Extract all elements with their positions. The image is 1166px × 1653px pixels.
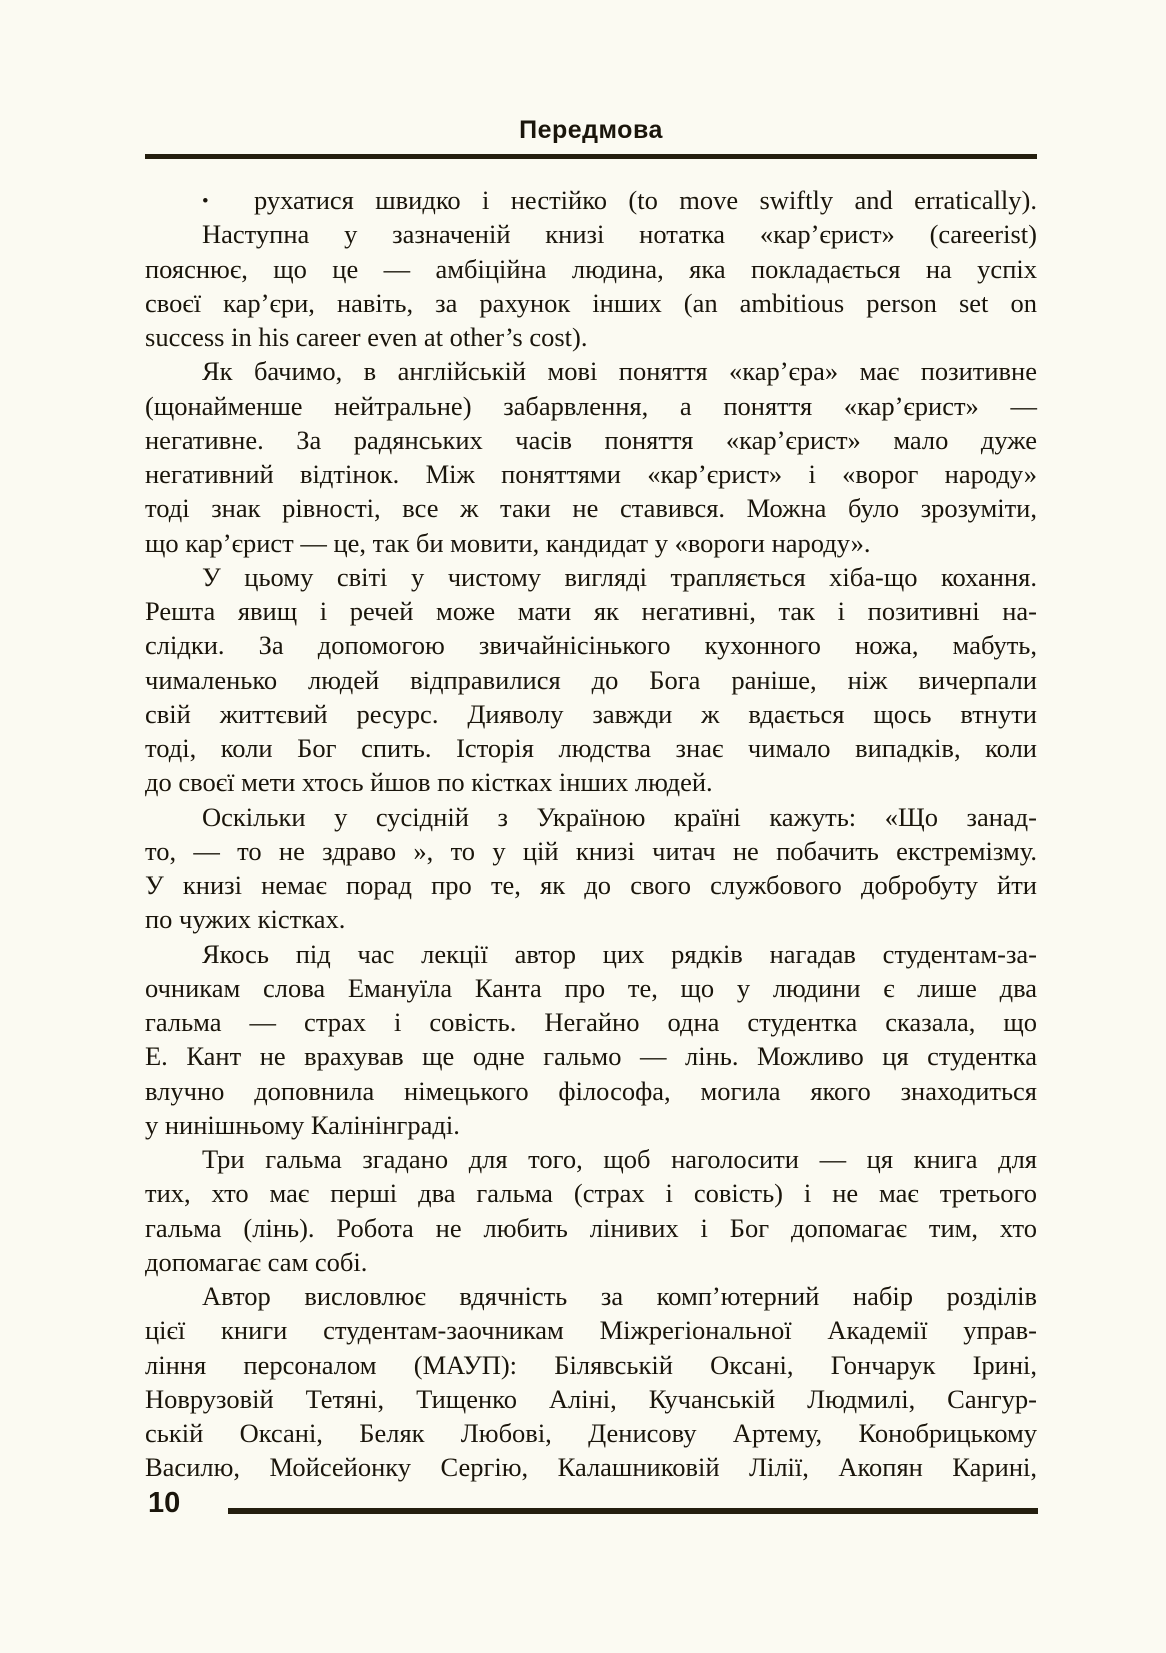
text-line: тих, хто має перші два гальма (страх і совість) і не має третього — [145, 1178, 1037, 1209]
text-line: слідки. За допомогою звичайнісінького кухонного ножа, мабуть, — [145, 630, 1037, 661]
text-line: негативне. За радянських часів поняття «кар’єрист» мало дуже — [145, 424, 1037, 455]
text-line: пояснює, що це — амбіційна людина, яка покладається на успіх — [145, 253, 1037, 284]
text-line: Як бачимо, в англійській мові поняття «кар’єра» має позитивне — [202, 356, 1037, 387]
text-line: Василю, Мойсейонку Сергію, Калашниковій Лілії, Акопян Карині, — [145, 1452, 1037, 1483]
header-rule — [145, 154, 1037, 159]
text-line: У цьому світі у чистому вигляді трапляється хіба-що кохання. — [202, 561, 1037, 592]
bullet-marker: • — [202, 191, 209, 212]
text-line: Автор висловлює вдячність за комп’ютерний набір розділів — [202, 1281, 1037, 1311]
text-line: ській Оксані, Беляк Любові, Денисову Артему, Конобрицькому — [145, 1418, 1037, 1448]
text-line: (щонайменше нейтральне) забарвлення, а поняття «кар’єрист» — — [145, 390, 1037, 421]
text-line: чималенько людей відправилися до Бога раніше, ніж вичерпали — [145, 664, 1037, 695]
footer-rule — [228, 1508, 1038, 1514]
text-line: очникам слова Емануїла Канта про те, що у людини є лише два — [145, 972, 1037, 1003]
text-line: по чужих кістках. — [145, 904, 346, 935]
text-line: У книзі немає порад про те, як до свого службового добробуту йти — [145, 870, 1037, 900]
text-line: свій життєвий ресурс. Дияволу завжди ж вдається щось втнути — [145, 698, 1037, 729]
text-line: Три гальма згадано для того, щоб наголосити — ця книга для — [202, 1144, 1037, 1174]
text-line-content: рухатися швидко і нестійко (to move swiftly and erratically). — [254, 185, 1037, 215]
text-line: Решта явищ і речей може мати як негативні, так і позитивні на- — [145, 596, 1037, 626]
text-line: цієї книги студентам-заочникам Міжрегіональної Академії управ- — [145, 1315, 1037, 1346]
text-line — [145, 183, 1037, 217]
text-line: то, — то не здраво », то у цій книзі читач не побачить екстремізму. — [145, 835, 1037, 866]
text-line: своєї кар’єри, навіть, за рахунок інших (an ambitious person set on — [145, 287, 1037, 318]
text-line: Новрузовій Тетяні, Тищенко Аліні, Кучанській Людмилі, Сангур- — [145, 1383, 1037, 1414]
text-line: ління персоналом (МАУП): Білявській Оксані, Гончарук Ірині, — [145, 1349, 1037, 1380]
text-line: Оскільки у сусідній з Україною країні кажуть: «Що занад- — [202, 801, 1037, 832]
text-line: тоді знак рівності, все ж таки не ставився. Можна було зрозуміти, — [145, 493, 1037, 524]
running-header-title: Передмова — [519, 116, 663, 144]
text-line: Якось під час лекції автор цих рядків нагадав студентам-за- — [202, 938, 1037, 969]
text-line: негативний відтінок. Між поняттями «кар’єрист» і «ворог народу» — [145, 459, 1037, 489]
text-line: допомагає сам собі. — [145, 1246, 368, 1277]
text-line: у нинішньому Калінінграді. — [145, 1109, 460, 1140]
text-line: Е. Кант не врахував ще одне гальмо — лінь. Можливо ця студентка — [145, 1041, 1037, 1072]
body-text — [145, 183, 1037, 1485]
text-line: тоді, коли Бог спить. Історія людства знає чимало випадків, коли — [145, 733, 1037, 763]
text-line: гальма — страх і совість. Негайно одна студентка сказала, що — [145, 1007, 1037, 1037]
text-line: гальма (лінь). Робота не любить лінивих і Бог допомагає тим, хто — [145, 1212, 1037, 1243]
text-line: Наступна у зазначеній книзі нотатка «кар’єрист» (careerist) — [202, 219, 1037, 250]
text-line: що кар’єрист — це, так би мовити, кандидат у «вороги народу». — [145, 527, 871, 558]
text-line: до своєї мети хтось йшов по кістках інших людей. — [145, 767, 713, 798]
page-number: 10 — [148, 1487, 181, 1519]
text-line: влучно доповнила німецького філософа, могила якого знаходиться — [145, 1075, 1037, 1106]
text-line: success in his career even at other’s cost). — [145, 322, 588, 352]
